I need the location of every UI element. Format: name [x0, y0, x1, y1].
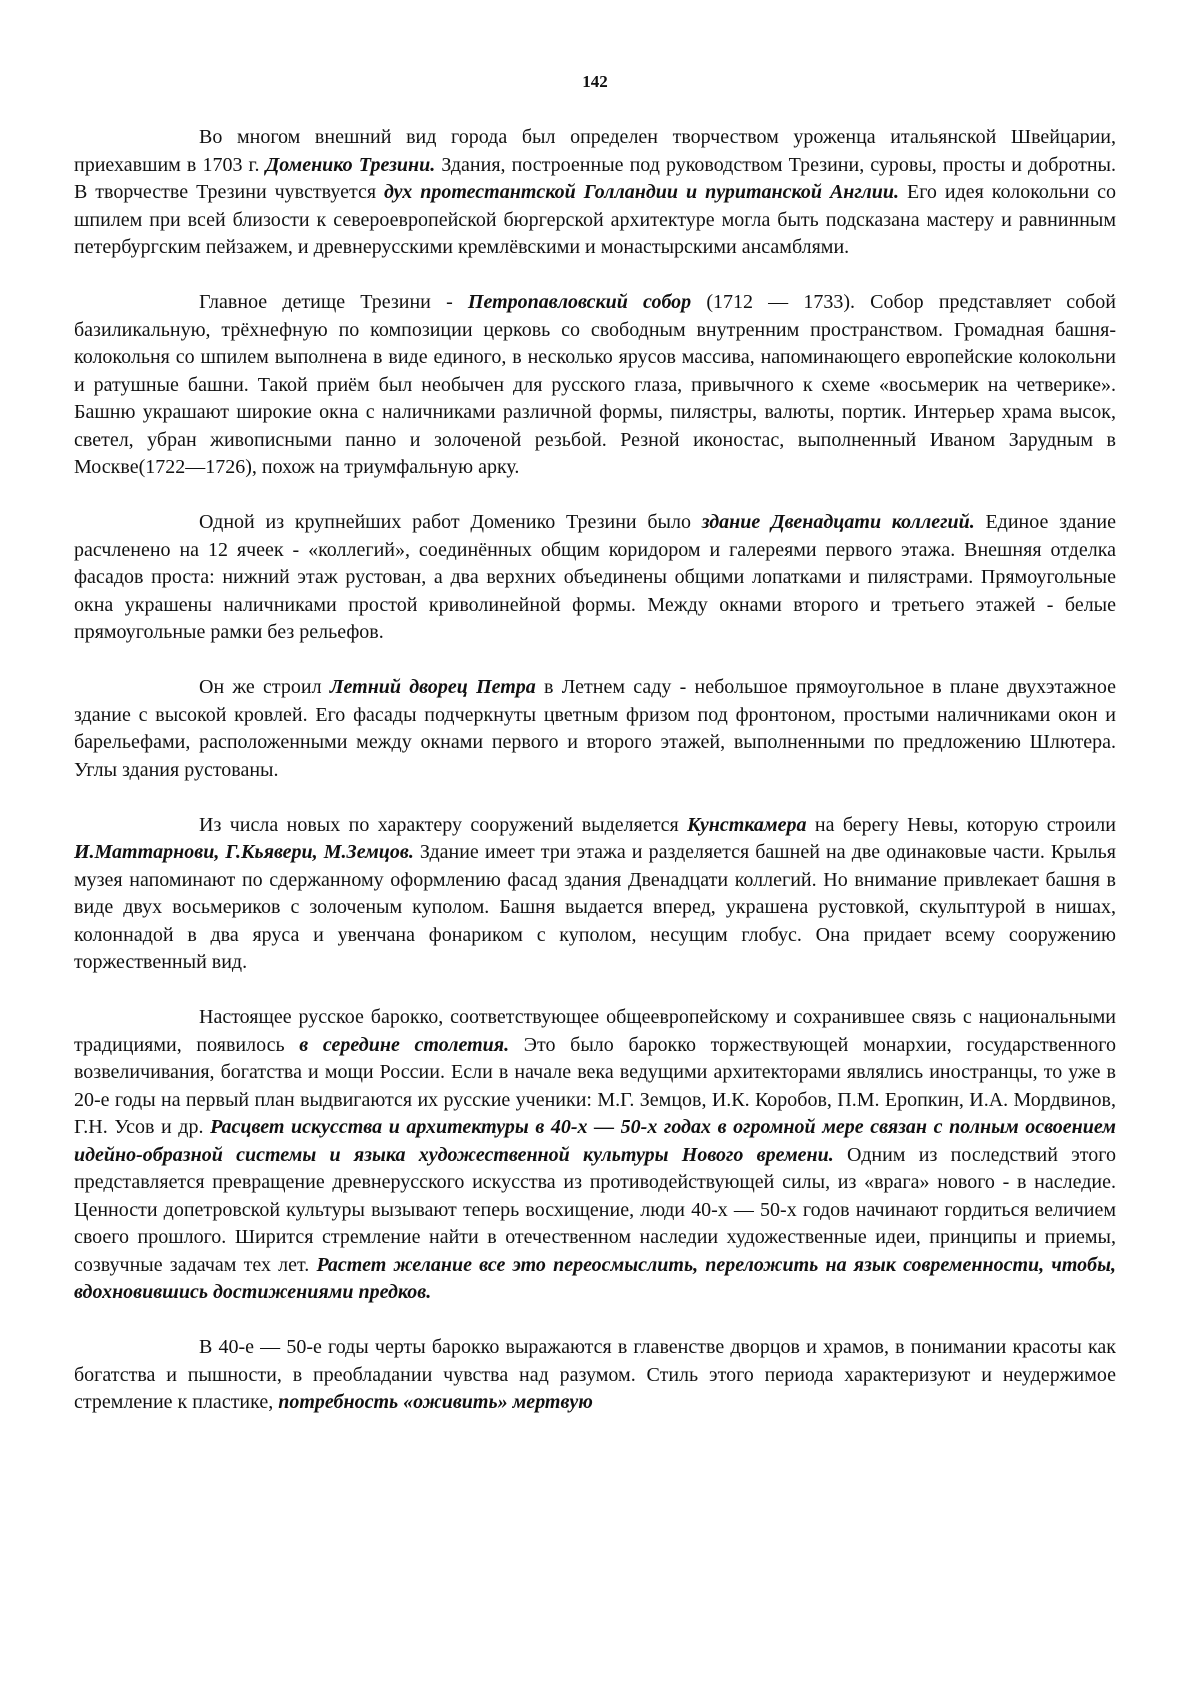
paragraph — [74, 289, 1116, 482]
paragraph — [74, 124, 1116, 262]
text-run: Одной из крупнейших работ Доменико Трезини было — [199, 511, 702, 533]
emphasized-text: Расцвет искусства и архитектуры в 40-х — 50-х годах в огромной мере связан с полным освоением идейно-образной системы и языка художественной культуры Нового времени. — [74, 1116, 1116, 1166]
text-run: (1712 — 1733). Собор представляет собой базиликальную, трёхнефную по композиции церковь со свободным внутренним пространством. Громадная башня-колокольня со шпилем выполнена в виде единого, в несколько ярусов массива, напоминающего европейские колокольни и ратушные башни. Такой приём был необычен для русского глаза, привычного к схеме «восьмерик на четверике». Башню украшают широкие окна с наличниками различной формы, пилястры, валюты, портик. Интерьер храма высок, светел, убран живописными панно и золоченой резьбой. Резной иконостас, выполненный Иваном Зарудным в Москве(1722—1726), похож на триумфальную арку. — [74, 291, 1116, 478]
text-run: Это было барокко торжествующей монархии, государственного возвеличивания, богатства и мощи России. Если в начале века ведущими архитекторами являлись иностранцы, то уже в 20-е годы на первый план выдвигаются их русские ученики: М.Г. Земцов, И.К. Коробов, П.М. Еропкин, И.А. Мордвинов, Г.Н. Усов и др. — [74, 1033, 1116, 1138]
text-run: Во многом внешний вид города был определен творчеством уроженца итальянской Швейцарии, приехавшим в 1703 г. — [74, 126, 1116, 176]
paragraph — [74, 674, 1116, 784]
text-run: Здание имеет три этажа и разделяется башней на две одинаковые части. Крылья музея напоминают по сдержанному оформлению фасад здания Двенадцати коллегий. Но внимание привлекает башня в виде двух восьмериков с золоченым куполом. Башня выдается вперед, украшена рустовкой, скульптурой в нишах, колоннадой в два яруса и увенчана фонариком с куполом, несущим глобус. Она придает всему сооружению торжественный вид. — [74, 841, 1116, 973]
emphasized-text: в середине столетия. — [299, 1033, 510, 1056]
document-body — [74, 124, 1116, 1444]
paragraph — [74, 509, 1116, 647]
text-run: Он же строил — [199, 676, 330, 698]
paragraph — [74, 1004, 1116, 1307]
emphasized-text: здание Двенадцати коллегий. — [701, 511, 975, 533]
text-run: в Летнем саду - небольшое прямоугольное в плане двухэтажное здание с высокой кровлей. Его фасады подчеркнуты цветным фризом под фронтоном, простыми наличниками окон и барельефами, расположенными между окнами первого и второго этажей, выполненными по предложению Шлютера. Углы здания рустованы. — [74, 676, 1117, 781]
emphasized-text: Летний дворец Петра — [329, 676, 536, 698]
text-run: на берегу Невы, которую строили — [806, 813, 1116, 836]
text-run: Его идея колокольни со шпилем при всей близости к североевропейской бюргерской архитектуре могла быть подсказана мастеру и равнинным петербургским пейзажем, и древнерусскими кремлёвскими и монастырскими ансамблями. — [74, 181, 1116, 258]
text-run: Единое здание расчленено на 12 ячеек - «коллегий», соединённых общим коридором и галереями первого этажа. Внешняя отделка фасадов проста: нижний этаж рустован, а два верхних объединены общими лопатками и пилястрами. Прямоугольные окна украшены наличниками простой криволинейной формы. Между окнами второго и третьего этажей - белые прямоугольные рамки без рельефов. — [74, 511, 1116, 643]
text-run: Из числа новых по характеру сооружений выделяется — [199, 813, 688, 836]
text-run: Здания, построенные под руководством Трезини, суровы, просты и добротны. В творчестве Трезини чувствуется — [74, 153, 1116, 203]
emphasized-text: потребность «оживить» мертвую — [278, 1391, 593, 1413]
emphasized-text: Петропавловский собор — [467, 291, 692, 313]
emphasized-text: Кунсткамера — [687, 813, 807, 836]
paragraph — [74, 1334, 1116, 1417]
emphasized-text: дух протестантской Голландии и пуританской Англии. — [384, 181, 900, 203]
emphasized-text: Растет желание все это переосмыслить, переложить на язык современности, чтобы, вдохновившись достижениями предков. — [74, 1253, 1116, 1303]
text-run: Настоящее русское барокко, соответствующее общеевропейскому и сохранившее связь с национальными традициями, появилось — [74, 1006, 1116, 1056]
text-run: В 40-е — 50-е годы черты барокко выражаются в главенстве дворцов и храмов, в понимании красоты как богатства и пышности, в преобладании чувства над разумом. Стиль этого периода характеризуют и неудержимое стремление к пластике, — [74, 1336, 1116, 1413]
paragraph — [74, 812, 1116, 977]
text-run: Одним из последствий этого представляется превращение древнерусского искусства из противодействующей силы, из «врага» нового - в наследие. Ценности допетровской культуры вызывают теперь восхищение, люди 40-х — 50-х годов начинают гордиться величием своего прошлого. Ширится стремление найти в отечественном наследии художественные идеи, принципы и приемы, созвучные задачам тех лет. — [74, 1143, 1116, 1276]
page-number: 142 — [582, 72, 608, 91]
emphasized-text: И.Маттарнови, Г.Кьявери, М.Земцов. — [74, 841, 414, 863]
text-run: Главное детище Трезини - — [199, 291, 468, 313]
emphasized-text: Доменико Трезини. — [265, 153, 436, 176]
